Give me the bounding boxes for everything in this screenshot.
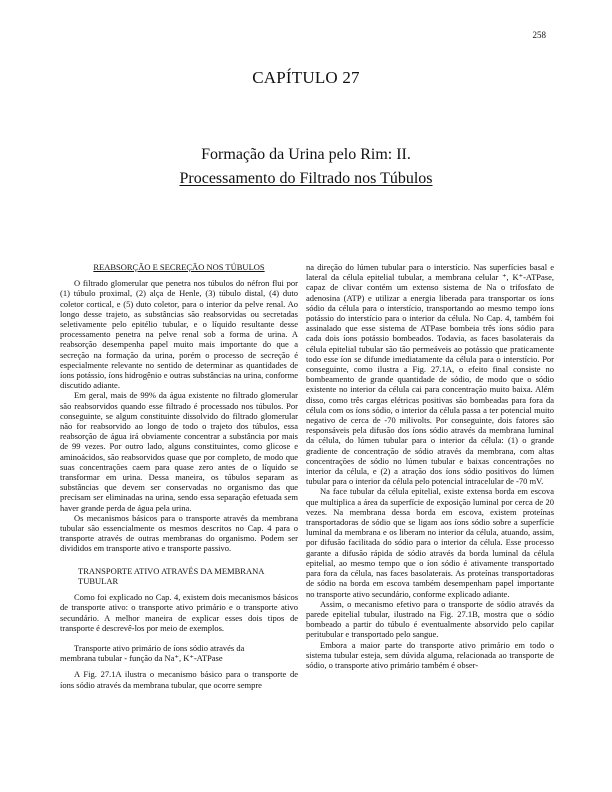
chapter-title-line1: Formação da Urina pelo Rim: II. xyxy=(201,146,411,163)
sub-subsection-heading xyxy=(60,643,298,663)
paragraph: Como foi explicado no Cap. 4, existem dois mecanismos básicos de transporte ativo: o transporte ativo primário e o transporte ativo secundário. A melhor maneira de explicar esses dois tipos de transporte é descrevê-los por meio de exemplos. xyxy=(60,592,298,633)
paragraph: Os mecanismos básicos para o transporte através da membrana tubular são essencialmente os mesmos descritos no Cap. 4 para o transporte através de outras membranas do organismo. Podem ser divididos em transporte ativo e transporte passivo. xyxy=(60,512,298,554)
sub-subsection-heading-line1: Transporte ativo primário de íons sódio através da xyxy=(74,642,245,653)
paragraph: Em geral, mais de 99% da água existente no filtrado glomerular são reabsorvidos quando esse filtrado é processado nos túbulos. Por conseguinte, se algum constituinte dissolvido do filtrado glomerular não for reabsorvido ao longo de todo o trajeto dos túbulos, essa reabsorção de água irá obviamente concentrar a substância por mais de 99 vezes. Por outro lado, alguns constituintes, como glicose e aminoácidos, são reabsorvidos quase que por completo, de modo que suas concentrações caem para quase zero antes de o líquido se transformar em urina. Dessa maneira, os túbulos separam as substâncias que devem ser conservadas no organismo das que precisam ser eliminadas na urina, sendo essa separação efetuada sem haver grande perda de água pela urina. xyxy=(60,390,298,513)
left-column xyxy=(60,262,298,690)
subsection-heading-line2: TUBULAR xyxy=(78,575,119,586)
right-column xyxy=(306,262,554,670)
chapter-title-line2: Processamento do Filtrado nos Túbulos xyxy=(179,170,433,187)
subsection-heading xyxy=(78,566,298,586)
section-heading: REABSORÇÃO E SECREÇÃO NOS TÚBULOS xyxy=(93,262,265,272)
paragraph: Embora a maior parte do transporte ativo primário em todo o sistema tubular esteja, sem dúvida alguma, relacionada ao transporte de sódio, o transporte ativo primário também é obser- xyxy=(306,639,554,670)
sub-subsection-heading-line2: membrana tubular - função da Na⁺, K⁺-ATPase xyxy=(60,653,223,664)
paragraph: Na face tubular da célula epitelial, existe extensa borda em escova que multiplica a área da superfície de exposição luminal por cerca de 20 vezes. Na membrana dessa borda em escova, existem proteínas transportadoras de sódio que se ligam aos íons sódio sobre a superfície luminal da membrana e os liberam no interior da célula, atuando, assim, por difusão facilitada do sódio para o interior da célula. Esse processo garante a difusão rápida de sódio através da borda luminal da célula epitelial, ao mesmo tempo que o íon sódio é ativamente transportado para fora da célula, nas faces basolaterais. As proteínas transportadoras de sódio na borda em escova também desempenham papel importante no transporte ativo secundário, conforme explicado adiante. xyxy=(306,486,554,599)
paragraph: Assim, o mecanismo efetivo para o transporte de sódio através da parede epitelial tubular, ilustrado na Fig. 27.1B, mostra que o sódio bombeado a partir do túbulo é eventualmente absorvido pelo capilar peritubular e transportado pelo sangue. xyxy=(306,598,554,640)
paragraph: na direção do lúmen tubular para o interstício. Nas superfícies basal e lateral da célula epitelial tubular, a membrana celular ⁺, K⁺-ATPase, capaz de clivar contém um extenso sistema de Na o trifosfato de adenosina (ATP) e utilizar a energia liberada para transportar os íons sódio da célula para o interstício, transportando ao mesmo tempo íons potássio do interstício para o interior da célula. No Cap. 4, também foi assinalado que esse sistema de ATPase bombeia três íons sódio para cada dois íons potássio bombeados. Todavia, as faces basolaterais da célula epitelial tubular são tão permeáveis ao potássio que praticamente todo esse íon se difunde imediatamente da célula para o interstício. Por conseguinte, como ilustra a Fig. 27.1A, o efeito final consiste no bombeamento de grande quantidade de sódio, de modo que o sódio existente no interior da célula cai para concentração muito baixa. Além disso, como três cargas elétricas positivas são bombeadas para fora da célula com os íons sódio, o interior da célula passa a ter potencial muito negativo de cerca de -70 milivolts. Por conseguinte, dois fatores são responsáveis pela difusão dos íons sódio através da membrana luminal da célula, do lúmen tubular para o interior da célula: (1) o grande gradiente de concentração de sódio através da membrana, com altas concentrações de sódio no lúmen tubular e baixas concentrações no interior da célula, e (2) a atração dos íons sódio positivos do lúmen tubular para o interior da célula pelo potencial intracelular de -70 mV. xyxy=(306,262,554,487)
paragraph: A Fig. 27.1A ilustra o mecanismo básico para o transporte de íons sódio através da membrana tubular, que ocorre sempre xyxy=(60,669,298,690)
paragraph: O filtrado glomerular que penetra nos túbulos do néfron flui por (1) túbulo proximal, (2) alça de Henle, (3) túbulo distal, (4) duto coletor cortical, e (5) duto coletor, para o interior da pelve renal. Ao longo desse trajeto, as substâncias são reabsorvidas ou secretadas seletivamente pelo epitélio tubular, e o líquido resultante desse processamento penetra na pelve renal sob a forma de urina. A reabsorção desempenha papel muito mais importante do que a secreção na formação da urina, porém o processo de secreção é especialmente relevante no sentido de determinar as quantidades de íons potássio, íons hidrogênio e outras substâncias na urina, conforme discutido adiante. xyxy=(60,278,298,391)
page-number: 258 xyxy=(532,30,546,40)
chapter-heading: CAPÍTULO 27 xyxy=(252,68,360,87)
subsection-heading-line1: TRANSPORTE ATIVO ATRAVÉS DA MEMBRANA xyxy=(78,565,265,576)
